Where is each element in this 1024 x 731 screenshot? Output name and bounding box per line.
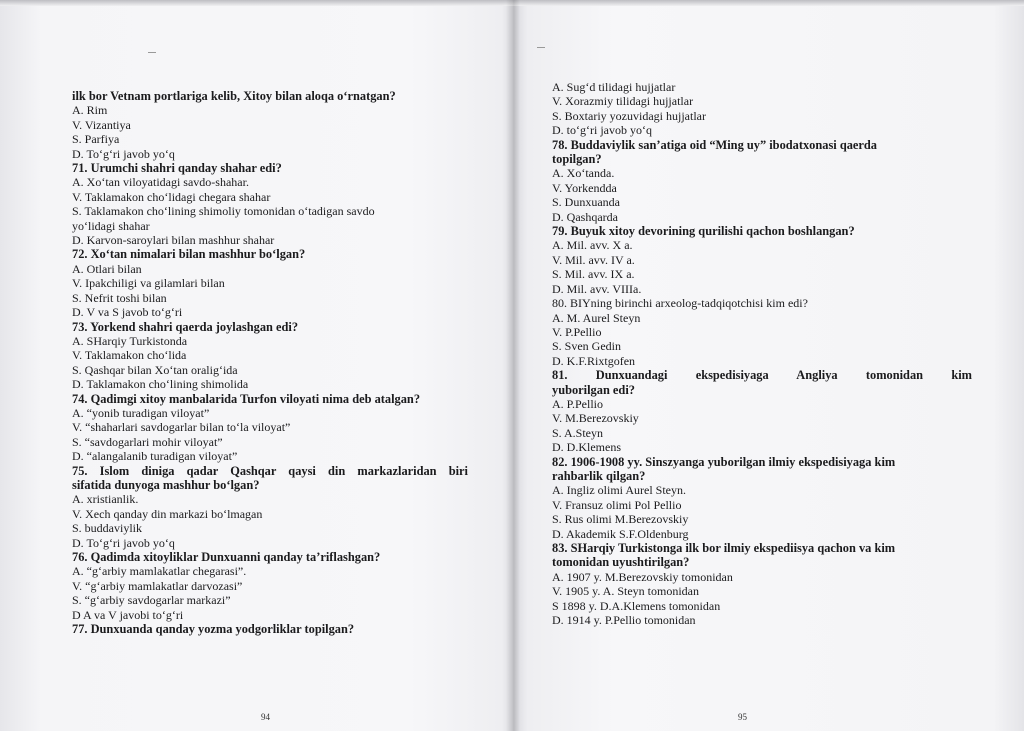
answer-line: V. Taklamakon cho‘lidagi chegara shahar	[72, 189, 271, 204]
answer-line: S. Rus olimi M.Berezovskiy	[552, 512, 689, 527]
header-mark	[537, 47, 545, 48]
answer-line: V. M.Berezovskiy	[552, 411, 639, 426]
question-line: ilk bor Vetnam portlariga kelib, Xitoy bilan aloqa o‘rnatgan?	[72, 89, 396, 103]
answer-line: A. Rim	[72, 103, 108, 118]
answer-line: A. SHarqiy Turkistonda	[72, 333, 188, 348]
question-line: 83. SHarqiy Turkistonga ilk bor ilmiy ekspediisya qachon va kim	[552, 541, 896, 555]
answer-line: yo‘lidagi shahar	[72, 218, 150, 233]
left-page	[0, 0, 507, 731]
answer-line: D. Qashqarda	[552, 209, 618, 224]
right-page	[517, 0, 1024, 731]
question-line: 76. Qadimda xitoyliklar Dunxuanni qanday ta’riflashgan?	[72, 550, 381, 564]
answer-line: S 1898 y. D.A.Klemens tomonidan	[552, 598, 721, 613]
answer-line: V. Mil. avv. IV a.	[552, 252, 635, 267]
question-line: yuborilgan edi?	[552, 382, 635, 397]
answer-line: A. Ingliz olimi Aurel Steyn.	[552, 483, 686, 498]
answer-line: D. To‘g‘ri javob yo‘q	[72, 146, 175, 161]
answer-line: A. 1907 y. M.Berezovskiy tomonidan	[552, 569, 733, 584]
right-page-text	[552, 80, 972, 627]
answer-line: A. Xo‘tanda.	[552, 166, 615, 181]
answer-line: S. Mil. avv. IX a.	[552, 267, 635, 282]
answer-line: A. xristianlik.	[72, 492, 139, 507]
question-line: 73. Yorkend shahri qaerda joylashgan edi?	[72, 319, 299, 334]
answer-line: A. Otlari bilan	[72, 261, 142, 276]
question-line: tomonidan uyushtirilgan?	[552, 555, 690, 570]
answer-line: S. Nefrit toshi bilan	[72, 290, 167, 305]
question-line: 79. Buyuk xitoy devorining qurilishi qachon boshlangan?	[552, 224, 855, 239]
answer-line: V. “g‘arbiy mamlakatlar darvozasi”	[72, 578, 243, 593]
answer-line: V. 1905 y. A. Steyn tomonidan	[552, 584, 700, 599]
answer-line: A. “yonib turadigan viloyat”	[72, 405, 210, 420]
answer-line: S. Dunxuanda	[552, 195, 620, 210]
answer-line: V. Taklamakon cho‘lida	[72, 348, 187, 363]
answer-line: D. “alangalanib turadigan viloyat”	[72, 449, 238, 464]
answer-line: A. Sug‘d tilidagi hujjatlar	[552, 80, 676, 94]
header-mark	[148, 52, 156, 53]
answer-line: V. Xech qanday din markazi bo‘lmagan	[72, 506, 263, 521]
answer-line: D. 1914 y. P.Pellio tomonidan	[552, 613, 696, 628]
question-line: 71. Urumchi shahri qanday shahar edi?	[72, 161, 282, 176]
answer-line: V. Fransuz olimi Pol Pellio	[552, 497, 682, 512]
answer-line: D. to‘g‘ri javob yo‘q	[552, 123, 652, 138]
left-page-number: 94	[261, 712, 270, 722]
answer-line: S. “savdogarlari mohir viloyat”	[72, 434, 223, 449]
question-line: 75. Islom diniga qadar Qashqar qaysi din markazlaridan biri	[72, 463, 468, 478]
answer-line: S. Parfiya	[72, 132, 120, 147]
left-page-text	[72, 89, 468, 636]
question-line: topilgan?	[552, 152, 602, 167]
answer-line: V. Xorazmiy tilidagi hujjatlar	[552, 94, 694, 109]
answer-line: D. Mil. avv. VIIIa.	[552, 281, 642, 296]
answer-line: S. Taklamakon cho‘lining shimoliy tomonidan o‘tadigan savdo	[72, 204, 375, 219]
answer-line: 80. BIYning birinchi arxeolog-tadqiqotchisi kim edi?	[552, 296, 808, 311]
answer-line: V. Ipakchiligi va gilamlari bilan	[72, 276, 225, 291]
answer-line: A. Mil. avv. X a.	[552, 238, 633, 253]
answer-line: S. Boxtariy yozuvidagi hujjatlar	[552, 108, 706, 123]
answer-line: A. P.Pellio	[552, 396, 604, 411]
question-line: 82. 1906-1908 yy. Sinszyanga yuborilgan ilmiy ekspedisiyaga kim	[552, 454, 896, 469]
right-page-number: 95	[738, 712, 747, 722]
answer-line: S. buddaviylik	[72, 521, 143, 536]
answer-line: V. “shaharlari savdogarlar bilan to‘la viloyat”	[72, 420, 291, 435]
answer-line: A. Xo‘tan viloyatidagi savdo-shahar.	[72, 175, 249, 190]
answer-line: S. “g‘arbiy savdogarlar markazi”	[72, 593, 231, 608]
answer-line: A. M. Aurel Steyn	[552, 310, 641, 325]
question-line: 78. Buddaviylik san’atiga oid “Ming uy” ibodatxonasi qaerda	[552, 137, 877, 152]
answer-line: D. K.F.Rixtgofen	[552, 353, 636, 368]
answer-line: S. Sven Gedin	[552, 339, 621, 354]
answer-line: V. Yorkendda	[552, 180, 617, 195]
answer-line: D. To‘g‘ri javob yo‘q	[72, 535, 175, 550]
question-line: 72. Xo‘tan nimalari bilan mashhur bo‘lgan?	[72, 247, 306, 262]
answer-line: V. Vizantiya	[72, 117, 131, 132]
question-line: 81. Dunxuandagi ekspedisiyaga Angliya tomonidan kim	[552, 368, 972, 383]
question-line: rahbarlik qilgan?	[552, 468, 646, 483]
question-line: sifatida dunyoga mashhur bo‘lgan?	[72, 477, 260, 492]
answer-line: A. “g‘arbiy mamlakatlar chegarasi”.	[72, 564, 247, 579]
question-line: 74. Qadimgi xitoy manbalarida Turfon viloyati nima deb atalgan?	[72, 391, 421, 406]
answer-line: S. A.Steyn	[552, 425, 604, 440]
answer-line: D. D.Klemens	[552, 440, 621, 455]
question-line: 77. Dunxuanda qanday yozma yodgorliklar topilgan?	[72, 622, 355, 637]
answer-line: S. Qashqar bilan Xo‘tan oralig‘ida	[72, 362, 238, 377]
answer-line: D. V va S javob to‘g‘ri	[72, 305, 183, 320]
answer-line: D A va V javobi to‘g‘ri	[72, 607, 184, 622]
answer-line: D. Karvon-saroylari bilan mashhur shahar	[72, 233, 275, 248]
answer-line: D. Akademik S.F.Oldenburg	[552, 526, 689, 541]
answer-line: D. Taklamakon cho‘lining shimolida	[72, 377, 249, 392]
answer-line: V. P.Pellio	[552, 324, 602, 339]
